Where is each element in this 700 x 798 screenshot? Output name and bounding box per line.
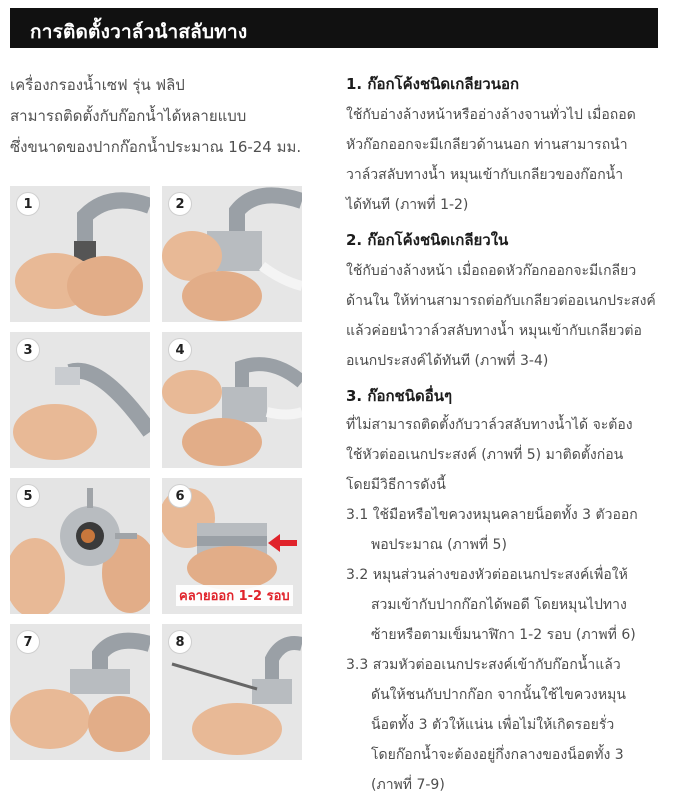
photo-step-2 bbox=[162, 186, 302, 322]
step-number: 4 bbox=[168, 338, 192, 362]
section-faucet-internal-thread bbox=[346, 228, 686, 376]
section-line: ที่ไม่สามารถติดตั้งกับวาล์วสลับทางน้ำได้ จะต้อง bbox=[346, 417, 633, 433]
section-body bbox=[346, 256, 686, 376]
substep-line: 3.2 หมุนส่วนล่างของหัวต่ออเนกประสงค์เพื่อให้ bbox=[346, 567, 628, 583]
section-title: 1. ก๊อกโค้งชนิดเกลียวนอก bbox=[346, 75, 520, 93]
step-number: 3 bbox=[16, 338, 40, 362]
section-line: โดยมีวิธีการดังนี้ bbox=[346, 477, 446, 493]
intro-line: ซึ่งขนาดของปากก๊อกน้ำประมาณ 16-24 มม. bbox=[10, 138, 302, 156]
section-line: หัวก๊อกออกจะมีเกลียวด้านนอก ท่านสามารถนำ bbox=[346, 137, 628, 153]
section-line: แล้วค่อยนำวาล์วสลับทางน้ำ หมุนเข้ากับเกลียวต่อ bbox=[346, 323, 642, 339]
substep-line: 3.1 ใช้มือหรือไขควงหมุนคลายน็อตทั้ง 3 ตัวออก bbox=[346, 507, 638, 523]
section-line: ใช้กับอ่างล้างหน้า เมื่อถอดหัวก๊อกออกจะมีเกลียว bbox=[346, 263, 637, 279]
photo-step-5 bbox=[10, 478, 150, 614]
substep-line: สวมเข้ากับปากก๊อกได้พอดี โดยหมุนไปทาง bbox=[371, 597, 627, 613]
photo-step-8 bbox=[162, 624, 302, 760]
section-body bbox=[346, 100, 686, 220]
photo-step-4 bbox=[162, 332, 302, 468]
substep-line: ซ้ายหรือตามเข็มนาฬิกา 1-2 รอบ (ภาพที่ 6) bbox=[371, 627, 636, 643]
section-other-faucets bbox=[346, 384, 686, 798]
substep-line: โดยก๊อกน้ำจะต้องอยู่กึ่งกลางของน็อตทั้ง 3 bbox=[371, 747, 624, 763]
photo-step-6 bbox=[162, 478, 302, 614]
section-body bbox=[346, 410, 686, 500]
instructions-column bbox=[346, 72, 686, 798]
substep-3-3 bbox=[346, 650, 686, 798]
loosen-caption: คลายออก 1-2 รอบ bbox=[176, 585, 293, 606]
section-line: ด้านใน ให้ท่านสามารถต่อกับเกลียวต่ออเนกประสงค์ bbox=[346, 293, 656, 309]
intro-line: สามารถติดตั้งกับก๊อกน้ำได้หลายแบบ bbox=[10, 107, 247, 125]
photo-step-3 bbox=[10, 332, 150, 468]
section-line: ได้ทันที (ภาพที่ 1-2) bbox=[346, 197, 469, 213]
step-number: 8 bbox=[168, 630, 192, 654]
photo-step-7 bbox=[10, 624, 150, 760]
section-line: อเนกประสงค์ได้ทันที (ภาพที่ 3-4) bbox=[346, 353, 549, 369]
photo-step-1 bbox=[10, 186, 150, 322]
section-faucet-external-thread bbox=[346, 72, 686, 220]
substep-line: ดันให้ชนกับปากก๊อก จากนั้นใช้ไขควงหมุน bbox=[371, 687, 626, 703]
section-title: 3. ก๊อกชนิดอื่นๆ bbox=[346, 387, 453, 405]
page-title-bar bbox=[10, 8, 658, 48]
substep-line: 3.3 สวมหัวต่ออเนกประสงค์เข้ากับก๊อกน้ำแล้ว bbox=[346, 657, 621, 673]
step-number: 5 bbox=[16, 484, 40, 508]
intro-text bbox=[10, 70, 340, 163]
step-number: 2 bbox=[168, 192, 192, 216]
section-line: ใช้กับอ่างล้างหน้าหรืออ่างล้างจานทั่วไป เมื่อถอด bbox=[346, 107, 636, 123]
intro-line: เครื่องกรองน้ำเซฟ รุ่น ฟลิป bbox=[10, 76, 185, 94]
page-title: การติดตั้งวาล์วนำสลับทาง bbox=[30, 21, 248, 43]
section-line: วาล์วสลับทางน้ำ หมุนเข้ากับเกลียวของก๊อกน้ำ bbox=[346, 167, 624, 183]
substep-3-1 bbox=[346, 500, 686, 560]
substep-line: (ภาพที่ 7-9) bbox=[371, 777, 445, 793]
step-number: 6 bbox=[168, 484, 192, 508]
substep-line: พอประมาณ (ภาพที่ 5) bbox=[371, 537, 507, 553]
step-number: 7 bbox=[16, 630, 40, 654]
substep-3-2 bbox=[346, 560, 686, 650]
section-title: 2. ก๊อกโค้งชนิดเกลียวใน bbox=[346, 231, 509, 249]
section-line: ใช้หัวต่ออเนกประสงค์ (ภาพที่ 5) มาติดตั้งก่อน bbox=[346, 447, 624, 463]
step-number: 1 bbox=[16, 192, 40, 216]
substep-line: น็อตทั้ง 3 ตัวให้แน่น เพื่อไม่ให้เกิดรอยรั่ว bbox=[371, 717, 615, 733]
